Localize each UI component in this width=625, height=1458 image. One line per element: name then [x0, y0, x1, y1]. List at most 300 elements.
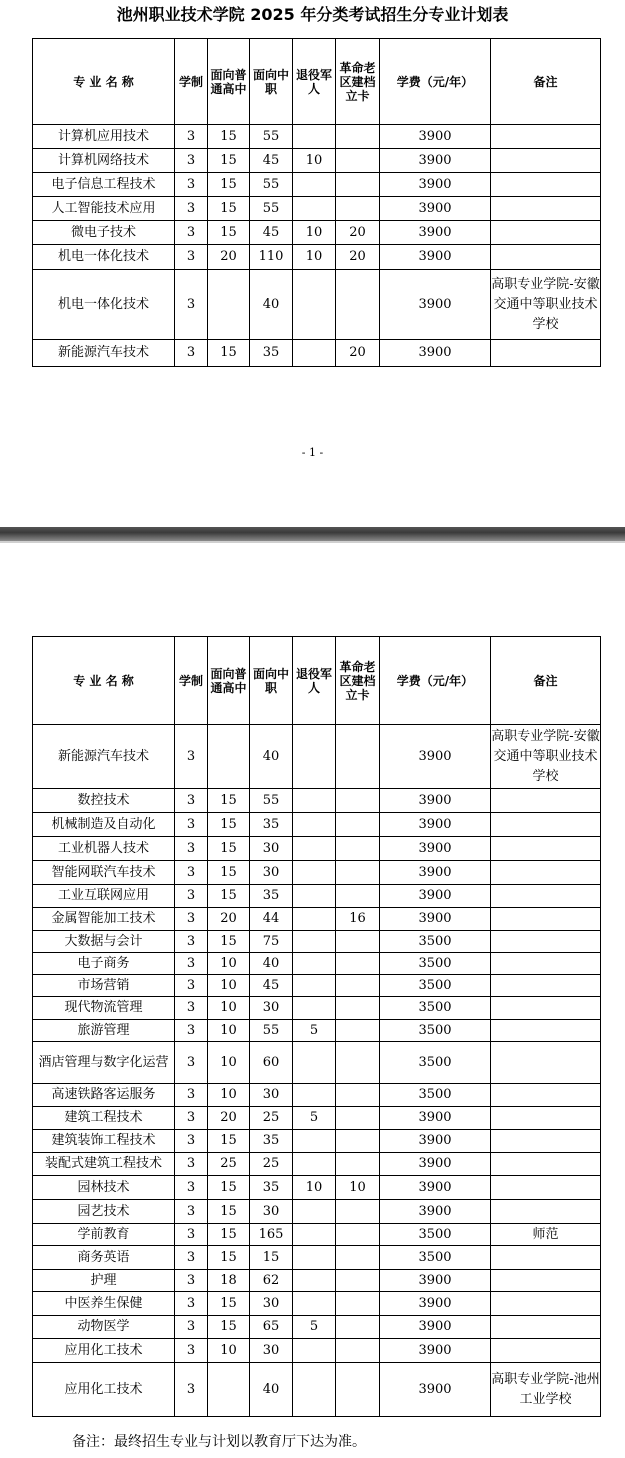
plan-table-page1	[32, 38, 601, 367]
cell-general-hs-quota: 15	[208, 813, 250, 837]
cell-old-revolutionary-area-quota	[336, 173, 380, 197]
cell-remark	[491, 953, 601, 975]
cell-old-revolutionary-area-quota	[336, 931, 380, 953]
cell-vocational-quota: 40	[250, 1363, 293, 1417]
cell-veteran-quota: 10	[293, 245, 336, 270]
cell-veteran-quota	[293, 837, 336, 861]
cell-veteran-quota	[293, 340, 336, 367]
cell-general-hs-quota: 10	[208, 1042, 250, 1084]
cell-old-revolutionary-area-quota	[336, 1316, 380, 1339]
cell-major-name: 装配式建筑工程技术	[33, 1153, 175, 1176]
cell-years: 3	[175, 1200, 208, 1224]
cell-major-name: 酒店管理与数字化运营	[33, 1042, 175, 1084]
table-row	[33, 1200, 601, 1224]
table-row	[33, 837, 601, 861]
cell-remark	[491, 1042, 601, 1084]
cell-years: 3	[175, 813, 208, 837]
cell-veteran-quota	[293, 1153, 336, 1176]
cell-years: 3	[175, 997, 208, 1020]
table-row	[33, 931, 601, 953]
table-row	[33, 953, 601, 975]
table-row	[33, 1042, 601, 1084]
cell-tuition: 3900	[380, 813, 491, 837]
table-header-row	[33, 39, 601, 125]
cell-years: 3	[175, 245, 208, 270]
cell-years: 3	[175, 725, 208, 789]
cell-years: 3	[175, 173, 208, 197]
cell-years: 3	[175, 789, 208, 813]
cell-tuition: 3500	[380, 1224, 491, 1246]
table-row	[33, 975, 601, 997]
table-row	[33, 1130, 601, 1153]
cell-veteran-quota: 10	[293, 149, 336, 173]
cell-remark	[491, 1270, 601, 1292]
table-row	[33, 1153, 601, 1176]
cell-general-hs-quota: 20	[208, 1107, 250, 1130]
cell-years: 3	[175, 1224, 208, 1246]
cell-veteran-quota	[293, 861, 336, 885]
page-number: - 1 -	[301, 446, 324, 459]
cell-general-hs-quota: 15	[208, 931, 250, 953]
cell-old-revolutionary-area-quota: 20	[336, 340, 380, 367]
cell-general-hs-quota: 25	[208, 1153, 250, 1176]
cell-old-revolutionary-area-quota: 20	[336, 245, 380, 270]
cell-remark	[491, 1176, 601, 1200]
header-veteran-quota: 退役军人	[293, 39, 336, 125]
cell-vocational-quota: 65	[250, 1316, 293, 1339]
cell-tuition: 3900	[380, 885, 491, 908]
cell-old-revolutionary-area-quota	[336, 270, 380, 340]
cell-old-revolutionary-area-quota	[336, 837, 380, 861]
table-row	[33, 270, 601, 340]
cell-old-revolutionary-area-quota	[336, 1042, 380, 1084]
cell-major-name: 工业互联网应用	[33, 885, 175, 908]
cell-veteran-quota	[293, 125, 336, 149]
cell-veteran-quota	[293, 1270, 336, 1292]
cell-vocational-quota: 35	[250, 1130, 293, 1153]
cell-tuition: 3900	[380, 1363, 491, 1417]
table-row	[33, 340, 601, 367]
cell-remark	[491, 1292, 601, 1316]
cell-vocational-quota: 35	[250, 340, 293, 367]
cell-remark	[491, 1200, 601, 1224]
cell-remark	[491, 125, 601, 149]
cell-general-hs-quota: 15	[208, 1246, 250, 1270]
cell-remark	[491, 789, 601, 813]
table-row	[33, 725, 601, 789]
cell-major-name: 大数据与会计	[33, 931, 175, 953]
cell-major-name: 市场营销	[33, 975, 175, 997]
cell-years: 3	[175, 1339, 208, 1363]
cell-years: 3	[175, 221, 208, 245]
cell-general-hs-quota	[208, 270, 250, 340]
cell-remark	[491, 885, 601, 908]
cell-veteran-quota	[293, 1084, 336, 1107]
cell-old-revolutionary-area-quota	[336, 1292, 380, 1316]
cell-tuition: 3900	[380, 861, 491, 885]
table-row	[33, 125, 601, 149]
cell-remark	[491, 1130, 601, 1153]
cell-years: 3	[175, 908, 208, 931]
cell-vocational-quota: 25	[250, 1153, 293, 1176]
cell-general-hs-quota: 10	[208, 975, 250, 997]
cell-general-hs-quota: 15	[208, 837, 250, 861]
cell-remark: 高职专业学院-池州工业学校	[491, 1363, 601, 1417]
cell-vocational-quota: 55	[250, 173, 293, 197]
cell-old-revolutionary-area-quota	[336, 1084, 380, 1107]
plan-table-page2	[32, 636, 601, 1417]
cell-tuition: 3900	[380, 340, 491, 367]
cell-major-name: 现代物流管理	[33, 997, 175, 1020]
cell-major-name: 旅游管理	[33, 1020, 175, 1042]
cell-remark	[491, 221, 601, 245]
cell-years: 3	[175, 953, 208, 975]
cell-general-hs-quota	[208, 725, 250, 789]
cell-general-hs-quota: 15	[208, 1176, 250, 1200]
cell-remark	[491, 340, 601, 367]
cell-remark	[491, 975, 601, 997]
cell-old-revolutionary-area-quota	[336, 1153, 380, 1176]
cell-general-hs-quota: 20	[208, 245, 250, 270]
cell-old-revolutionary-area-quota	[336, 813, 380, 837]
cell-major-name: 新能源汽车技术	[33, 340, 175, 367]
cell-general-hs-quota: 15	[208, 173, 250, 197]
cell-veteran-quota	[293, 1042, 336, 1084]
cell-years: 3	[175, 1020, 208, 1042]
cell-vocational-quota: 62	[250, 1270, 293, 1292]
cell-vocational-quota: 55	[250, 197, 293, 221]
cell-vocational-quota: 55	[250, 1020, 293, 1042]
cell-old-revolutionary-area-quota	[336, 1246, 380, 1270]
table-row	[33, 997, 601, 1020]
cell-tuition: 3900	[380, 1130, 491, 1153]
header-years: 学制	[175, 637, 208, 725]
cell-general-hs-quota: 10	[208, 997, 250, 1020]
cell-veteran-quota	[293, 931, 336, 953]
cell-vocational-quota: 35	[250, 885, 293, 908]
cell-major-name: 微电子技术	[33, 221, 175, 245]
cell-major-name: 应用化工技术	[33, 1363, 175, 1417]
table-row	[33, 789, 601, 813]
cell-years: 3	[175, 1246, 208, 1270]
cell-veteran-quota	[293, 1200, 336, 1224]
table-row	[33, 1176, 601, 1200]
header-old-revolutionary-area-quota: 革命老区建档立卡	[336, 39, 380, 125]
cell-tuition: 3900	[380, 1270, 491, 1292]
header-tuition: 学费（元/年）	[380, 637, 491, 725]
cell-remark	[491, 149, 601, 173]
cell-general-hs-quota: 10	[208, 953, 250, 975]
cell-general-hs-quota: 15	[208, 1292, 250, 1316]
cell-major-name: 机电一体化技术	[33, 245, 175, 270]
cell-general-hs-quota: 15	[208, 861, 250, 885]
cell-major-name: 中医养生保健	[33, 1292, 175, 1316]
cell-old-revolutionary-area-quota	[336, 1339, 380, 1363]
cell-major-name: 电子商务	[33, 953, 175, 975]
cell-tuition: 3500	[380, 1246, 491, 1270]
cell-old-revolutionary-area-quota: 16	[336, 908, 380, 931]
cell-years: 3	[175, 1153, 208, 1176]
cell-old-revolutionary-area-quota	[336, 953, 380, 975]
table-row	[33, 1316, 601, 1339]
cell-old-revolutionary-area-quota	[336, 975, 380, 997]
cell-major-name: 计算机网络技术	[33, 149, 175, 173]
cell-vocational-quota: 15	[250, 1246, 293, 1270]
cell-tuition: 3500	[380, 975, 491, 997]
cell-tuition: 3900	[380, 149, 491, 173]
page-divider-shadow	[0, 541, 625, 543]
cell-years: 3	[175, 197, 208, 221]
cell-tuition: 3900	[380, 1153, 491, 1176]
cell-vocational-quota: 35	[250, 813, 293, 837]
cell-veteran-quota	[293, 813, 336, 837]
cell-major-name: 计算机应用技术	[33, 125, 175, 149]
cell-remark: 高职专业学院-安徽交通中等职业技术学校	[491, 270, 601, 340]
cell-vocational-quota: 40	[250, 953, 293, 975]
cell-veteran-quota: 5	[293, 1020, 336, 1042]
cell-major-name: 应用化工技术	[33, 1339, 175, 1363]
cell-tuition: 3500	[380, 997, 491, 1020]
cell-veteran-quota	[293, 1292, 336, 1316]
cell-years: 3	[175, 1363, 208, 1417]
cell-vocational-quota: 30	[250, 1292, 293, 1316]
cell-veteran-quota	[293, 270, 336, 340]
cell-tuition: 3900	[380, 908, 491, 931]
cell-veteran-quota: 10	[293, 221, 336, 245]
cell-vocational-quota: 25	[250, 1107, 293, 1130]
cell-vocational-quota: 45	[250, 221, 293, 245]
header-veteran-quota: 退役军人	[293, 637, 336, 725]
table-row	[33, 149, 601, 173]
cell-remark	[491, 908, 601, 931]
header-remark: 备注	[491, 637, 601, 725]
cell-veteran-quota: 5	[293, 1107, 336, 1130]
cell-major-name: 电子信息工程技术	[33, 173, 175, 197]
cell-veteran-quota	[293, 197, 336, 221]
cell-major-name: 学前教育	[33, 1224, 175, 1246]
cell-veteran-quota	[293, 1363, 336, 1417]
cell-general-hs-quota: 20	[208, 908, 250, 931]
cell-general-hs-quota: 15	[208, 197, 250, 221]
cell-vocational-quota: 30	[250, 1084, 293, 1107]
cell-remark: 师范	[491, 1224, 601, 1246]
cell-old-revolutionary-area-quota	[336, 1020, 380, 1042]
cell-vocational-quota: 45	[250, 149, 293, 173]
cell-years: 3	[175, 149, 208, 173]
cell-major-name: 人工智能技术应用	[33, 197, 175, 221]
cell-major-name: 新能源汽车技术	[33, 725, 175, 789]
cell-vocational-quota: 55	[250, 789, 293, 813]
table-row	[33, 1339, 601, 1363]
cell-vocational-quota: 55	[250, 125, 293, 149]
header-remark: 备注	[491, 39, 601, 125]
cell-general-hs-quota: 15	[208, 125, 250, 149]
header-years: 学制	[175, 39, 208, 125]
cell-old-revolutionary-area-quota	[336, 1107, 380, 1130]
cell-remark	[491, 1339, 601, 1363]
table-row	[33, 221, 601, 245]
table-row	[33, 885, 601, 908]
cell-general-hs-quota: 15	[208, 149, 250, 173]
header-general-hs-quota: 面向普通高中	[208, 39, 250, 125]
cell-tuition: 3500	[380, 1084, 491, 1107]
table-row	[33, 908, 601, 931]
cell-general-hs-quota: 15	[208, 1316, 250, 1339]
table-row	[33, 1270, 601, 1292]
cell-old-revolutionary-area-quota: 20	[336, 221, 380, 245]
cell-tuition: 3900	[380, 1107, 491, 1130]
cell-veteran-quota	[293, 173, 336, 197]
cell-remark	[491, 837, 601, 861]
cell-remark	[491, 861, 601, 885]
cell-general-hs-quota: 10	[208, 1020, 250, 1042]
cell-veteran-quota	[293, 975, 336, 997]
cell-remark	[491, 1107, 601, 1130]
cell-veteran-quota	[293, 1339, 336, 1363]
cell-old-revolutionary-area-quota	[336, 885, 380, 908]
cell-old-revolutionary-area-quota	[336, 1130, 380, 1153]
cell-years: 3	[175, 1130, 208, 1153]
cell-vocational-quota: 75	[250, 931, 293, 953]
cell-major-name: 机械制造及自动化	[33, 813, 175, 837]
cell-tuition: 3500	[380, 1042, 491, 1084]
cell-general-hs-quota: 10	[208, 1084, 250, 1107]
cell-years: 3	[175, 340, 208, 367]
cell-tuition: 3900	[380, 1339, 491, 1363]
cell-tuition: 3900	[380, 725, 491, 789]
cell-remark	[491, 997, 601, 1020]
table-row	[33, 1224, 601, 1246]
cell-years: 3	[175, 931, 208, 953]
cell-old-revolutionary-area-quota	[336, 725, 380, 789]
cell-remark	[491, 245, 601, 270]
document-title: 池州职业技术学院 2025 年分类考试招生分专业计划表	[116, 5, 509, 24]
cell-old-revolutionary-area-quota	[336, 789, 380, 813]
cell-tuition: 3900	[380, 125, 491, 149]
cell-remark	[491, 931, 601, 953]
footnote: 备注：最终招生专业与计划以教育厅下达为准。	[72, 1434, 366, 1450]
cell-veteran-quota	[293, 1130, 336, 1153]
header-old-revolutionary-area-quota: 革命老区建档立卡	[336, 637, 380, 725]
cell-tuition: 3900	[380, 789, 491, 813]
cell-general-hs-quota	[208, 1363, 250, 1417]
cell-tuition: 3500	[380, 1020, 491, 1042]
cell-remark: 高职专业学院-安徽交通中等职业技术学校	[491, 725, 601, 789]
cell-general-hs-quota: 15	[208, 1130, 250, 1153]
cell-vocational-quota: 44	[250, 908, 293, 931]
header-vocational-quota: 面向中职	[250, 637, 293, 725]
cell-general-hs-quota: 15	[208, 340, 250, 367]
cell-major-name: 数控技术	[33, 789, 175, 813]
cell-tuition: 3900	[380, 221, 491, 245]
cell-major-name: 建筑工程技术	[33, 1107, 175, 1130]
table-row	[33, 861, 601, 885]
cell-veteran-quota	[293, 885, 336, 908]
cell-veteran-quota	[293, 908, 336, 931]
cell-tuition: 3900	[380, 197, 491, 221]
table-row	[33, 1363, 601, 1417]
cell-years: 3	[175, 125, 208, 149]
cell-tuition: 3900	[380, 1316, 491, 1339]
cell-tuition: 3900	[380, 245, 491, 270]
cell-veteran-quota	[293, 953, 336, 975]
header-major-name: 专 业 名 称	[33, 39, 175, 125]
cell-tuition: 3900	[380, 1176, 491, 1200]
cell-vocational-quota: 30	[250, 997, 293, 1020]
cell-general-hs-quota: 15	[208, 1224, 250, 1246]
cell-years: 3	[175, 1176, 208, 1200]
cell-vocational-quota: 30	[250, 861, 293, 885]
cell-major-name: 建筑装饰工程技术	[33, 1130, 175, 1153]
table-row	[33, 1292, 601, 1316]
table-row	[33, 1084, 601, 1107]
cell-general-hs-quota: 15	[208, 221, 250, 245]
cell-remark	[491, 813, 601, 837]
cell-major-name: 护理	[33, 1270, 175, 1292]
cell-tuition: 3500	[380, 953, 491, 975]
cell-years: 3	[175, 1316, 208, 1339]
cell-years: 3	[175, 975, 208, 997]
cell-major-name: 园艺技术	[33, 1200, 175, 1224]
cell-old-revolutionary-area-quota	[336, 1200, 380, 1224]
table-row	[33, 1020, 601, 1042]
cell-remark	[491, 1316, 601, 1339]
cell-major-name: 智能网联汽车技术	[33, 861, 175, 885]
cell-years: 3	[175, 1292, 208, 1316]
table-row	[33, 1246, 601, 1270]
cell-vocational-quota: 35	[250, 1176, 293, 1200]
cell-old-revolutionary-area-quota	[336, 197, 380, 221]
cell-major-name: 金属智能加工技术	[33, 908, 175, 931]
cell-general-hs-quota: 15	[208, 1200, 250, 1224]
cell-vocational-quota: 40	[250, 270, 293, 340]
table-row	[33, 813, 601, 837]
cell-major-name: 高速铁路客运服务	[33, 1084, 175, 1107]
cell-old-revolutionary-area-quota	[336, 125, 380, 149]
cell-vocational-quota: 110	[250, 245, 293, 270]
cell-years: 3	[175, 885, 208, 908]
cell-veteran-quota	[293, 1246, 336, 1270]
table-row	[33, 245, 601, 270]
cell-tuition: 3900	[380, 1200, 491, 1224]
cell-major-name: 机电一体化技术	[33, 270, 175, 340]
cell-major-name: 工业机器人技术	[33, 837, 175, 861]
cell-vocational-quota: 45	[250, 975, 293, 997]
cell-tuition: 3900	[380, 837, 491, 861]
table-row	[33, 197, 601, 221]
cell-vocational-quota: 30	[250, 1339, 293, 1363]
cell-vocational-quota: 165	[250, 1224, 293, 1246]
cell-general-hs-quota: 18	[208, 1270, 250, 1292]
cell-years: 3	[175, 270, 208, 340]
cell-veteran-quota	[293, 997, 336, 1020]
cell-remark	[491, 1153, 601, 1176]
cell-years: 3	[175, 1084, 208, 1107]
cell-vocational-quota: 30	[250, 837, 293, 861]
table-row	[33, 173, 601, 197]
header-major-name: 专 业 名 称	[33, 637, 175, 725]
cell-tuition: 3900	[380, 270, 491, 340]
cell-old-revolutionary-area-quota	[336, 997, 380, 1020]
cell-years: 3	[175, 1270, 208, 1292]
cell-veteran-quota: 5	[293, 1316, 336, 1339]
cell-remark	[491, 173, 601, 197]
table-header-row	[33, 637, 601, 725]
cell-veteran-quota: 10	[293, 1176, 336, 1200]
cell-years: 3	[175, 837, 208, 861]
cell-remark	[491, 1020, 601, 1042]
table-row	[33, 1107, 601, 1130]
